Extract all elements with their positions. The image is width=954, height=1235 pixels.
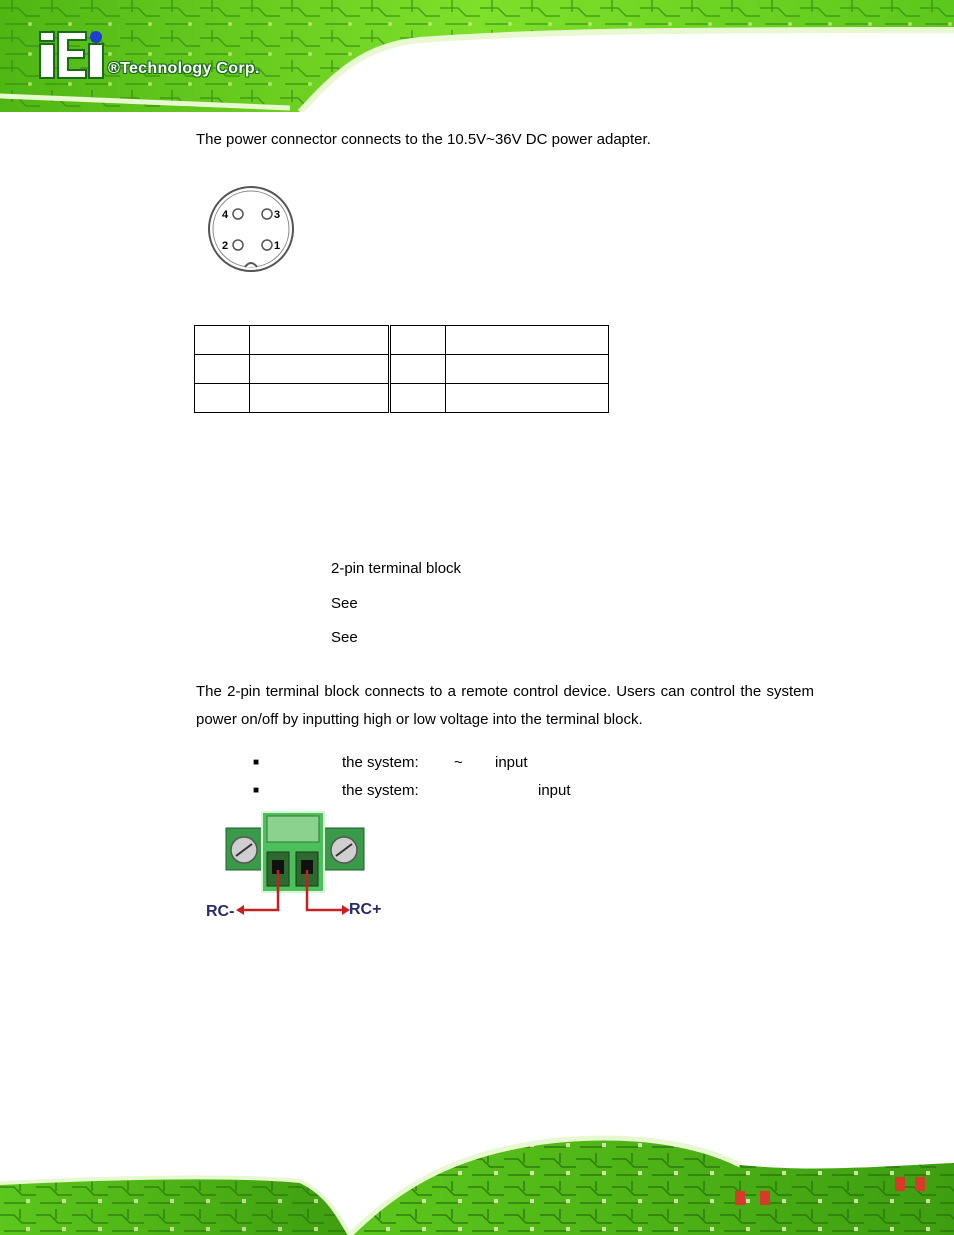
spec-type: 2-pin terminal block bbox=[331, 560, 462, 577]
table-cell bbox=[446, 384, 609, 413]
table-row bbox=[195, 355, 609, 384]
table-cell bbox=[390, 326, 446, 355]
table-row bbox=[195, 384, 609, 413]
logo-wordmark: ®Technology Corp. bbox=[108, 60, 260, 77]
pinout-table bbox=[194, 325, 609, 413]
table-cell bbox=[446, 326, 609, 355]
spec-see-1: See bbox=[331, 595, 358, 612]
bullet-icon: ■ bbox=[253, 785, 260, 796]
bullet-2-text-a: the system: bbox=[342, 782, 419, 799]
pin-label-3: 3 bbox=[274, 209, 281, 221]
iei-logo bbox=[40, 31, 103, 78]
bullet-2-text-c: input bbox=[538, 782, 571, 799]
table-cell bbox=[195, 355, 250, 384]
table-cell bbox=[195, 384, 250, 413]
rc-plus-label: RC+ bbox=[349, 901, 382, 918]
pin-label-4: 4 bbox=[222, 209, 229, 221]
power-connector-diagram bbox=[205, 183, 301, 279]
bullet-icon: ■ bbox=[253, 757, 260, 768]
footer-banner bbox=[0, 1125, 954, 1235]
pin-label-1: 1 bbox=[274, 240, 281, 252]
table-row bbox=[195, 326, 609, 355]
spec-see-2: See bbox=[331, 629, 358, 646]
pin-label-2: 2 bbox=[222, 240, 229, 252]
description-paragraph: The 2-pin terminal block connects to a remote control device. Users can control the system power on/off by inputting high or low voltage into the terminal block. bbox=[196, 683, 814, 728]
table-cell bbox=[390, 355, 446, 384]
header-banner bbox=[0, 0, 954, 112]
table-cell bbox=[390, 384, 446, 413]
intro-text: The power connector connects to the 10.5V~36V DC power adapter. bbox=[196, 131, 651, 148]
rc-minus-label: RC- bbox=[206, 903, 235, 920]
table-cell bbox=[250, 384, 390, 413]
bullet-1-text-a: the system: bbox=[342, 754, 419, 771]
bullet-1-tilde: ~ bbox=[454, 754, 463, 771]
table-cell bbox=[195, 326, 250, 355]
table-cell bbox=[250, 355, 390, 384]
table-cell bbox=[446, 355, 609, 384]
bullet-1-text-c: input bbox=[495, 754, 528, 771]
table-cell bbox=[250, 326, 390, 355]
